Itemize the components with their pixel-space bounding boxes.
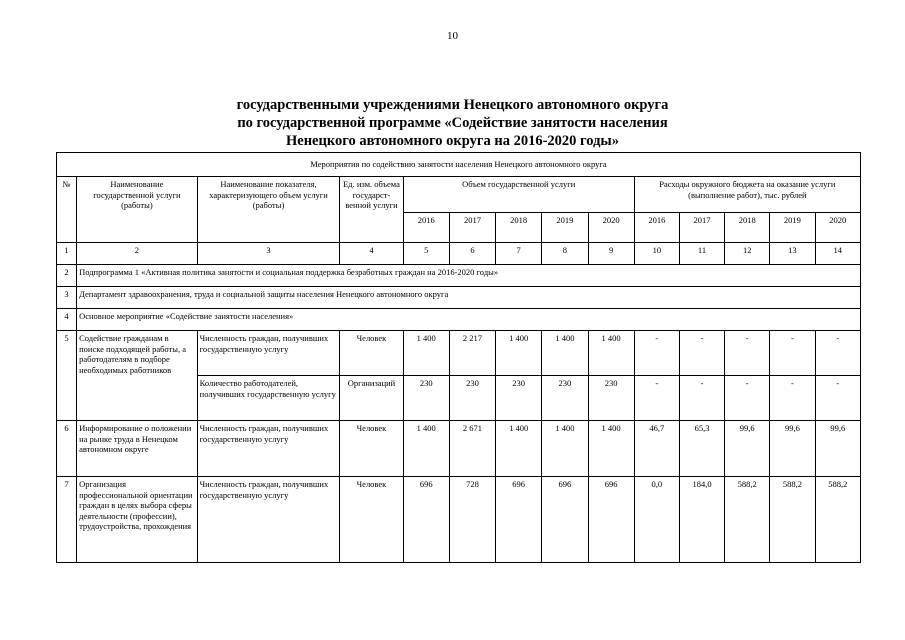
department-title: Департамент здравоохранения, труда и социальной защиты населения Ненецкого автономного округа — [77, 287, 861, 309]
header-volume: Объем государственной услуги — [403, 177, 634, 213]
column-number: 4 — [340, 243, 403, 265]
column-number: 12 — [725, 243, 770, 265]
volume-year: 2018 — [496, 213, 542, 243]
expense-value: - — [770, 376, 815, 421]
services-table — [56, 152, 861, 563]
unit: Организаций — [340, 376, 403, 421]
volume-value: 230 — [588, 376, 634, 421]
expense-value: - — [815, 376, 860, 421]
header-expenses: Расходы окружного бюджета на оказание услуги (выполнение работ), тыс. рублей — [634, 177, 860, 213]
volume-value: 728 — [449, 477, 495, 563]
unit: Человек — [340, 331, 403, 376]
expense-year: 2018 — [725, 213, 770, 243]
header-num: № — [57, 177, 77, 243]
expense-value: - — [679, 376, 724, 421]
service-name: Содействие гражданам в поиске подходящей работы, а работодателям в подборе необходимых работников — [77, 331, 198, 421]
header-service: Наименование государственной услуги (работы) — [77, 177, 198, 243]
indicator-name: Численность граждан, получивших государственную услугу — [197, 331, 340, 376]
document-title — [0, 96, 905, 150]
expense-year: 2020 — [815, 213, 860, 243]
volume-value: 1 400 — [542, 331, 588, 376]
volume-value: 230 — [403, 376, 449, 421]
volume-value: 230 — [496, 376, 542, 421]
expense-value: 99,6 — [725, 421, 770, 477]
expense-year: 2019 — [770, 213, 815, 243]
service-name: Организация профессиональной ориентации граждан в целях выбора сферы деятельности (профессии), трудоустройства, прохождения — [77, 477, 198, 563]
volume-year: 2019 — [542, 213, 588, 243]
volume-value: 1 400 — [542, 421, 588, 477]
column-number: 9 — [588, 243, 634, 265]
column-number: 13 — [770, 243, 815, 265]
row-number: 4 — [57, 309, 77, 331]
title-line-3: Ненецкого автономного округа на 2016-2020 годы» — [285, 133, 619, 149]
volume-value: 696 — [403, 477, 449, 563]
column-number: 8 — [542, 243, 588, 265]
expense-value: 588,2 — [770, 477, 815, 563]
column-numbers-row — [57, 243, 861, 265]
volume-value: 1 400 — [496, 421, 542, 477]
row-number: 6 — [57, 421, 77, 477]
expense-value: - — [679, 331, 724, 376]
table-row — [57, 421, 861, 477]
volume-value: 230 — [542, 376, 588, 421]
title-line-1: государственными учреждениями Ненецкого автономного округа — [236, 97, 669, 113]
expense-value: - — [725, 376, 770, 421]
expense-value: 588,2 — [725, 477, 770, 563]
volume-year: 2017 — [449, 213, 495, 243]
expense-year: 2016 — [634, 213, 679, 243]
row-number: 7 — [57, 477, 77, 563]
volume-value: 1 400 — [588, 421, 634, 477]
volume-value: 696 — [542, 477, 588, 563]
volume-year: 2020 — [588, 213, 634, 243]
column-number: 11 — [679, 243, 724, 265]
column-number: 10 — [634, 243, 679, 265]
expense-value: 588,2 — [815, 477, 860, 563]
expense-value: - — [815, 331, 860, 376]
row-number: 5 — [57, 331, 77, 421]
indicator-name: Количество работодателей, получивших государственную услугу — [197, 376, 340, 421]
row-number: 2 — [57, 265, 77, 287]
header-row — [57, 177, 861, 213]
volume-value: 230 — [449, 376, 495, 421]
expense-value: - — [770, 331, 815, 376]
indicator-name: Численность граждан, получивших государственную услугу — [197, 477, 340, 563]
title-line-2: по государственной программе «Содействие занятости населения — [237, 115, 668, 131]
volume-value: 2 671 — [449, 421, 495, 477]
volume-value: 696 — [496, 477, 542, 563]
expense-value: 99,6 — [815, 421, 860, 477]
table-row — [57, 477, 861, 563]
column-number: 3 — [197, 243, 340, 265]
main-activity-row — [57, 309, 861, 331]
expense-value: - — [634, 331, 679, 376]
indicator-name: Численность граждан, получивших государственную услугу — [197, 421, 340, 477]
volume-value: 1 400 — [403, 421, 449, 477]
row-number: 3 — [57, 287, 77, 309]
service-name: Информирование о положении на рынке труда в Ненецком автономном округе — [77, 421, 198, 477]
volume-value: 2 217 — [449, 331, 495, 376]
expense-year: 2017 — [679, 213, 724, 243]
volume-value: 1 400 — [588, 331, 634, 376]
page-number: 10 — [447, 30, 458, 42]
column-number: 7 — [496, 243, 542, 265]
expense-value: 99,6 — [770, 421, 815, 477]
volume-year: 2016 — [403, 213, 449, 243]
table-caption: Мероприятия по содействию занятости населения Ненецкого автономного округа — [57, 153, 861, 177]
department-row — [57, 287, 861, 309]
subprogram-row — [57, 265, 861, 287]
column-number: 2 — [77, 243, 198, 265]
expense-value: 184,0 — [679, 477, 724, 563]
expense-value: - — [634, 376, 679, 421]
subprogram-title: Подпрограмма 1 «Активная политика занятости и социальная поддержка безработных граждан на 2016-2020 годы» — [77, 265, 861, 287]
header-unit: Ед. изм. объема государст-венной услуги — [340, 177, 403, 243]
header-indicator: Наименование показателя, характеризующего объем услуги (работы) — [197, 177, 340, 243]
volume-value: 1 400 — [403, 331, 449, 376]
volume-value: 696 — [588, 477, 634, 563]
expense-value: 46,7 — [634, 421, 679, 477]
unit: Человек — [340, 477, 403, 563]
expense-value: 65,3 — [679, 421, 724, 477]
volume-value: 1 400 — [496, 331, 542, 376]
column-number: 5 — [403, 243, 449, 265]
column-number: 14 — [815, 243, 860, 265]
main-activity-title: Основное мероприятие «Содействие занятости населения» — [77, 309, 861, 331]
column-number: 6 — [449, 243, 495, 265]
table-row — [57, 331, 861, 376]
table-caption-row — [57, 153, 861, 177]
expense-value: - — [725, 331, 770, 376]
column-number: 1 — [57, 243, 77, 265]
expense-value: 0,0 — [634, 477, 679, 563]
unit: Человек — [340, 421, 403, 477]
